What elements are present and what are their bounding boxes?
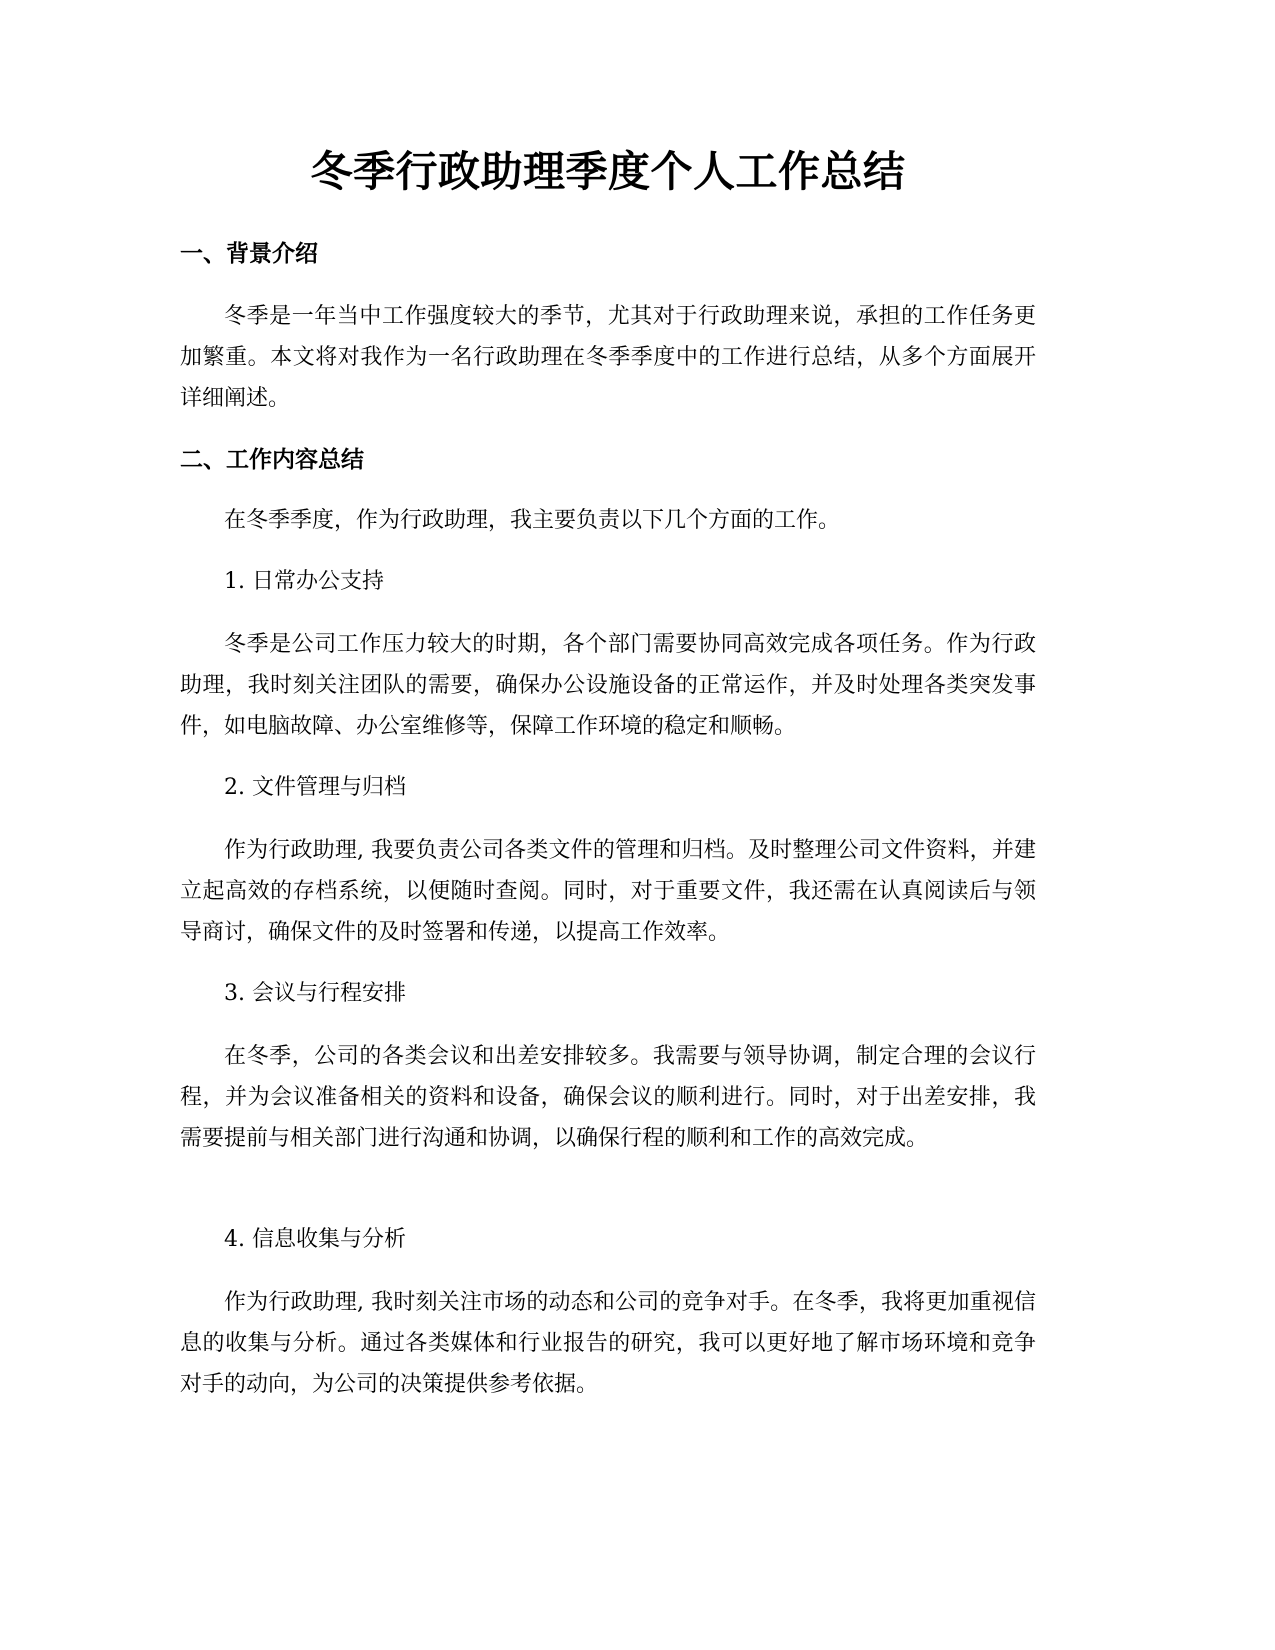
item-text-daily-office-support: 冬季是公司工作压力较大的时期，各个部门需要协同高效完成各项任务。作为行政助理，我时刻关注团队的需要，确保办公设施设备的正常运作，并及时处理各类突发事件，如电脑故障、办公室维修等，保障工作环境的稳定和顺畅。: [180, 632, 1036, 739]
item-title-information-analysis: 4. 信息收集与分析: [224, 1227, 406, 1252]
work-summary-intro: 在冬季季度，作为行政助理，我主要负责以下几个方面的工作。: [224, 508, 841, 533]
item-text-information-analysis: 作为行政助理, 我时刻关注市场的动态和公司的竞争对手。在冬季，我将更加重视信息的收集与分析。通过各类媒体和行业报告的研究，我可以更好地了解市场环境和竞争对手的动向，为公司的决策提供参考依据。: [180, 1290, 1036, 1397]
section-heading-background: 一、背景介绍: [180, 241, 318, 267]
background-paragraph: 冬季是一年当中工作强度较大的季节，尤其对于行政助理来说，承担的工作任务更加繁重。本文将对我作为一名行政助理在冬季季度中的工作进行总结，从多个方面展开详细阐述。: [180, 304, 1036, 411]
document-title: 冬季行政助理季度个人工作总结: [310, 147, 906, 196]
item-text-file-management: 作为行政助理, 我要负责公司各类文件的管理和归档。及时整理公司文件资料，并建立起高效的存档系统，以便随时查阅。同时，对于重要文件，我还需在认真阅读后与领导商讨，确保文件的及时签署和传递，以提高工作效率。: [180, 838, 1036, 945]
item-title-file-management: 2. 文件管理与归档: [224, 775, 406, 800]
section-heading-work-summary: 二、工作内容总结: [180, 447, 364, 473]
item-title-daily-office-support: 1. 日常办公支持: [224, 569, 384, 594]
item-text-meeting-schedule: 在冬季，公司的各类会议和出差安排较多。我需要与领导协调，制定合理的会议行程，并为会议准备相关的资料和设备，确保会议的顺利进行。同时，对于出差安排，我需要提前与相关部门进行沟通和协调，以确保行程的顺利和工作的高效完成。: [180, 1044, 1036, 1151]
item-title-meeting-schedule: 3. 会议与行程安排: [224, 981, 406, 1006]
